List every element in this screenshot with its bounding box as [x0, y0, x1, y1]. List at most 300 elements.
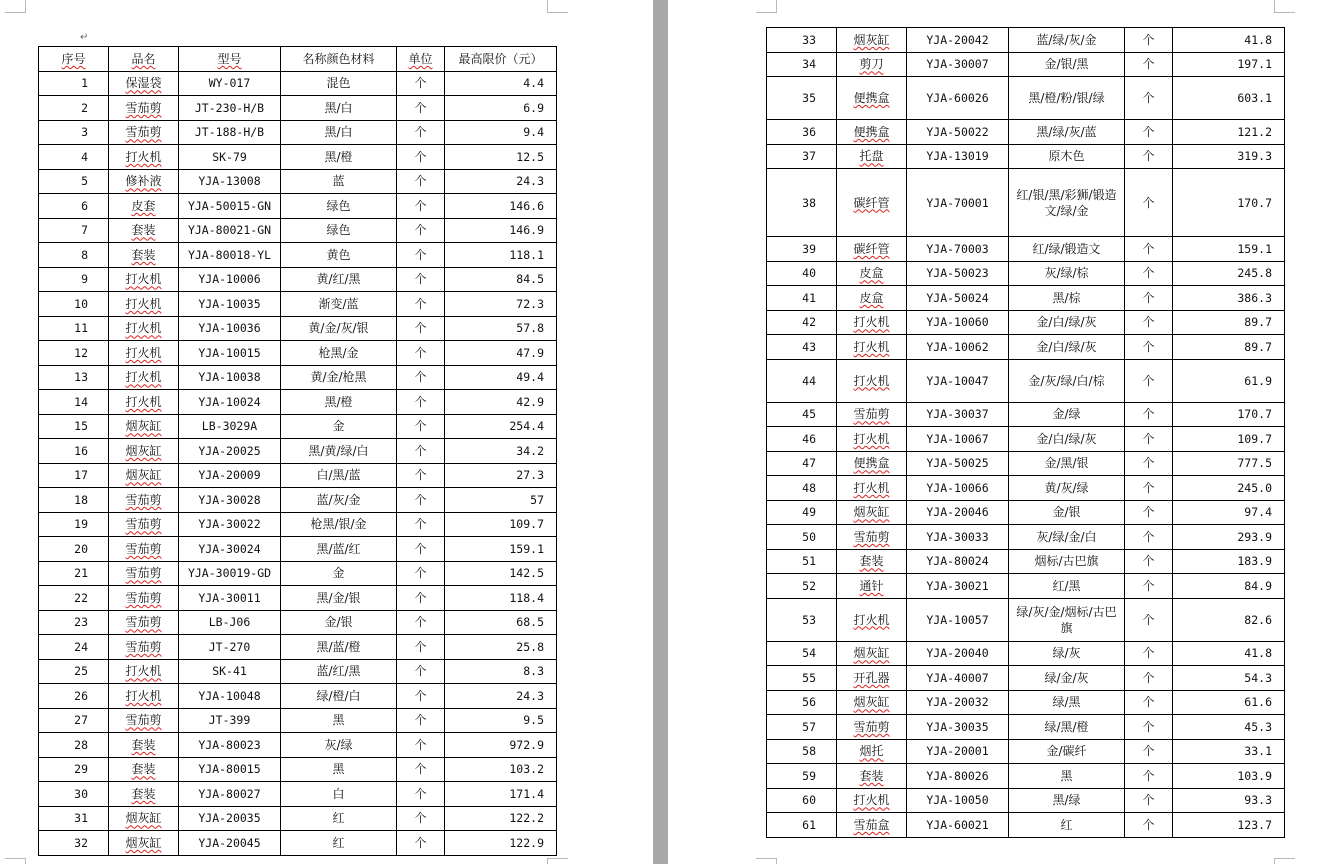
index-cell [767, 739, 837, 764]
max-price-cell [1173, 451, 1285, 476]
unit-cell [1125, 666, 1173, 691]
max-price-cell [445, 194, 557, 219]
product-name-text: 雪茄剪 [125, 639, 162, 654]
color-material-cell [1009, 476, 1125, 501]
table-row [767, 666, 1285, 691]
unit-text: 个 [1142, 612, 1155, 627]
color-material-text: 白 [332, 786, 345, 801]
product-name-cell [837, 549, 907, 574]
color-material-cell [281, 267, 397, 292]
max-price-text: 386.3 [1237, 290, 1272, 305]
max-price-cell [445, 316, 557, 341]
color-material-cell [281, 96, 397, 121]
index-cell [39, 806, 109, 831]
unit-text: 个 [414, 737, 427, 752]
max-price-text: 84.9 [1244, 578, 1272, 593]
index-cell [39, 635, 109, 660]
model-cell [179, 806, 281, 831]
model-cell [907, 525, 1009, 550]
color-material-cell [1009, 549, 1125, 574]
table-row [39, 316, 557, 341]
model-text: YJA-50023 [926, 266, 989, 281]
unit-cell [397, 145, 445, 170]
index-cell [767, 28, 837, 53]
max-price-cell [445, 267, 557, 292]
product-name-cell [109, 463, 179, 488]
header-label: 品名 [131, 51, 156, 66]
product-name-cell [109, 316, 179, 341]
table-row [39, 439, 557, 464]
color-material-text: 烟标/古巴旗 [1034, 554, 1099, 569]
product-name-text: 雪茄剪 [125, 100, 162, 115]
product-name-cell [109, 831, 179, 856]
product-name-cell [109, 390, 179, 415]
max-price-cell [445, 733, 557, 758]
product-name-text: 套装 [859, 768, 884, 783]
max-price-text: 146.6 [509, 198, 544, 213]
color-material-text: 白/黑/蓝 [316, 468, 361, 483]
product-name-cell [837, 641, 907, 666]
max-price-text: 24.3 [516, 688, 544, 703]
product-name-cell [837, 261, 907, 286]
unit-text: 个 [414, 590, 427, 605]
max-price-text: 4.4 [523, 76, 544, 91]
model-text: YJA-10006 [198, 272, 261, 287]
product-name-cell [837, 813, 907, 838]
max-price-text: 49.4 [516, 370, 544, 385]
unit-cell [397, 684, 445, 709]
max-price-cell [1173, 28, 1285, 53]
index-cell [767, 764, 837, 789]
max-price-cell [445, 71, 557, 96]
color-material-cell [1009, 427, 1125, 452]
max-price-cell [445, 831, 557, 856]
unit-cell [397, 488, 445, 513]
color-material-text: 混色 [326, 76, 351, 91]
max-price-cell [445, 365, 557, 390]
model-text: YJA-13019 [926, 149, 989, 164]
unit-cell [397, 610, 445, 635]
max-price-text: 972.9 [509, 737, 544, 752]
index-text: 12 [74, 345, 88, 360]
max-price-cell [445, 684, 557, 709]
color-material-text: 蓝/绿/灰/金 [1036, 32, 1097, 47]
index-text: 48 [802, 480, 816, 495]
product-name-text: 碳纤管 [853, 241, 890, 256]
unit-text: 个 [1142, 719, 1155, 734]
product-name-cell [109, 96, 179, 121]
unit-text: 个 [414, 835, 427, 850]
product-name-cell [109, 243, 179, 268]
index-cell [39, 120, 109, 145]
unit-cell [397, 267, 445, 292]
unit-text: 个 [414, 100, 427, 115]
unit-text: 个 [1142, 290, 1155, 305]
unit-cell [397, 243, 445, 268]
color-material-text: 红/银/黑/彩狮/锻造文/绿/金 [1016, 187, 1117, 218]
index-cell [39, 292, 109, 317]
product-name-cell [109, 635, 179, 660]
color-material-cell [281, 194, 397, 219]
max-price-text: 89.7 [1244, 339, 1272, 354]
product-name-cell [109, 586, 179, 611]
unit-text: 个 [1142, 266, 1155, 281]
index-text: 28 [74, 737, 88, 752]
table-row [767, 641, 1285, 666]
table-row [767, 261, 1285, 286]
color-material-text: 红/黑 [1052, 578, 1081, 593]
max-price-text: 319.3 [1237, 149, 1272, 164]
product-name-text: 打火机 [853, 373, 890, 388]
table-row [39, 414, 557, 439]
color-material-text: 红 [332, 835, 345, 850]
max-price-text: 142.5 [509, 566, 544, 581]
product-name-text: 雪茄剪 [125, 615, 162, 630]
model-text: YJA-30022 [198, 517, 261, 532]
product-name-text: 雪茄剪 [125, 566, 162, 581]
model-text: YJA-60026 [926, 91, 989, 105]
color-material-text: 金/银 [324, 615, 353, 630]
max-price-cell [445, 292, 557, 317]
product-name-cell [837, 286, 907, 311]
max-price-text: 68.5 [516, 615, 544, 630]
product-name-cell [837, 120, 907, 145]
product-name-cell [837, 359, 907, 402]
index-cell [39, 439, 109, 464]
color-material-cell [1009, 788, 1125, 813]
max-price-text: 245.0 [1237, 480, 1272, 495]
index-text: 25 [74, 664, 88, 679]
product-name-cell [837, 427, 907, 452]
product-name-cell [837, 574, 907, 599]
index-text: 32 [74, 835, 88, 850]
model-cell [907, 476, 1009, 501]
max-price-text: 9.4 [523, 125, 544, 140]
table-row [39, 243, 557, 268]
color-material-cell [281, 659, 397, 684]
color-material-text: 绿/橙/白 [316, 688, 361, 703]
model-text: YJA-10066 [926, 480, 989, 495]
index-text: 14 [74, 394, 88, 409]
index-cell [767, 52, 837, 77]
color-material-cell [1009, 598, 1125, 641]
page-corner-mark [756, 858, 777, 864]
model-cell [179, 488, 281, 513]
product-name-text: 套装 [131, 247, 156, 262]
color-material-text: 黑/蓝/红 [316, 541, 361, 556]
max-price-cell [445, 561, 557, 586]
max-price-cell [1173, 169, 1285, 237]
color-material-cell [1009, 402, 1125, 427]
product-name-text: 雪茄盒 [853, 817, 890, 832]
model-text: SK-41 [212, 664, 247, 679]
index-text: 26 [74, 688, 88, 703]
product-name-text: 打火机 [125, 272, 162, 287]
color-material-text: 红/绿/锻造文 [1032, 241, 1101, 256]
max-price-cell [1173, 813, 1285, 838]
unit-cell [1125, 402, 1173, 427]
max-price-cell [1173, 549, 1285, 574]
color-material-cell [281, 463, 397, 488]
product-name-text: 打火机 [125, 664, 162, 679]
model-text: LB-J06 [208, 615, 251, 630]
unit-text: 个 [1142, 646, 1155, 661]
color-material-cell [281, 218, 397, 243]
unit-text: 个 [1142, 793, 1155, 808]
max-price-text: 103.2 [509, 762, 544, 777]
unit-text: 个 [414, 321, 427, 336]
model-text: YJA-80018-YL [187, 247, 272, 262]
color-material-cell [281, 488, 397, 513]
product-name-text: 雪茄剪 [853, 529, 890, 544]
color-material-text: 黑/白 [324, 125, 353, 140]
table-row [39, 757, 557, 782]
index-cell [767, 286, 837, 311]
color-material-cell [1009, 144, 1125, 169]
max-price-text: 197.1 [1237, 57, 1272, 72]
product-name-text: 雪茄剪 [853, 407, 890, 422]
product-name-cell [837, 77, 907, 120]
model-cell [907, 690, 1009, 715]
color-material-text: 蓝/红/黑 [316, 664, 361, 679]
table-row [767, 764, 1285, 789]
page-corner-mark [547, 858, 568, 864]
product-name-cell [109, 561, 179, 586]
product-name-cell [109, 365, 179, 390]
page-corner-mark [1274, 0, 1295, 13]
table-row [39, 831, 557, 856]
color-material-text: 原木色 [1048, 149, 1085, 164]
product-name-text: 烟灰缸 [853, 32, 890, 47]
model-text: YJA-30021 [926, 578, 989, 593]
table-row [767, 120, 1285, 145]
color-material-text: 绿/黑 [1052, 695, 1081, 710]
product-name-text: 剪刀 [859, 57, 884, 72]
max-price-cell [1173, 574, 1285, 599]
unit-cell [1125, 500, 1173, 525]
max-price-cell [1173, 739, 1285, 764]
color-material-cell [281, 561, 397, 586]
max-price-cell [445, 782, 557, 807]
model-text: YJA-10024 [198, 394, 261, 409]
max-price-cell [1173, 77, 1285, 120]
product-name-text: 打火机 [125, 394, 162, 409]
color-material-text: 金/碳纤 [1046, 744, 1087, 759]
table-row [39, 145, 557, 170]
product-name-text: 套装 [131, 737, 156, 752]
model-cell [179, 96, 281, 121]
table-row [39, 561, 557, 586]
index-text: 24 [74, 639, 88, 654]
header-cell [445, 47, 557, 72]
index-text: 16 [74, 443, 88, 458]
model-cell [907, 813, 1009, 838]
max-price-text: 159.1 [509, 541, 544, 556]
product-name-text: 烟托 [859, 744, 884, 759]
product-name-text: 雪茄剪 [125, 125, 162, 140]
product-name-cell [109, 71, 179, 96]
unit-text: 个 [1142, 817, 1155, 832]
color-material-cell [1009, 310, 1125, 335]
product-name-cell [837, 739, 907, 764]
product-name-cell [837, 402, 907, 427]
max-price-text: 146.9 [509, 223, 544, 238]
color-material-cell [1009, 739, 1125, 764]
unit-cell [397, 512, 445, 537]
table-row [39, 292, 557, 317]
product-name-text: 打火机 [853, 315, 890, 330]
unit-cell [397, 659, 445, 684]
max-price-text: 33.1 [1244, 744, 1272, 759]
unit-cell [1125, 813, 1173, 838]
table-row [39, 169, 557, 194]
product-name-cell [109, 708, 179, 733]
model-text: YJA-30035 [926, 719, 989, 734]
product-name-cell [109, 414, 179, 439]
index-text: 40 [802, 266, 816, 281]
index-text: 10 [74, 296, 88, 311]
color-material-text: 金/银/黑 [1044, 57, 1089, 72]
max-price-text: 170.7 [1237, 407, 1272, 422]
index-text: 58 [802, 744, 816, 759]
index-cell [39, 757, 109, 782]
unit-text: 个 [414, 443, 427, 458]
index-text: 59 [802, 768, 816, 783]
unit-text: 个 [414, 198, 427, 213]
model-cell [907, 261, 1009, 286]
index-cell [39, 194, 109, 219]
model-cell [907, 641, 1009, 666]
model-cell [179, 757, 281, 782]
unit-cell [1125, 237, 1173, 262]
color-material-text: 黑/黄/绿/白 [308, 443, 369, 458]
index-text: 6 [81, 198, 88, 213]
product-name-cell [837, 525, 907, 550]
index-cell [39, 218, 109, 243]
product-name-cell [109, 537, 179, 562]
table-row [767, 598, 1285, 641]
model-text: YJA-20046 [926, 505, 989, 520]
index-cell [767, 77, 837, 120]
max-price-text: 170.7 [1237, 195, 1272, 210]
model-text: YJA-10038 [198, 370, 261, 385]
index-text: 36 [802, 124, 816, 139]
color-material-text: 金/黑/银 [1044, 456, 1089, 471]
unit-text: 个 [1142, 91, 1155, 105]
unit-text: 个 [414, 394, 427, 409]
index-text: 29 [74, 762, 88, 777]
unit-text: 个 [1142, 339, 1155, 354]
model-text: YJA-13008 [198, 174, 261, 189]
table-row [767, 52, 1285, 77]
model-text: YJA-10047 [926, 373, 989, 388]
product-name-text: 皮盒 [859, 266, 884, 281]
table-row [39, 708, 557, 733]
color-material-text: 黄/红/黑 [316, 272, 361, 287]
index-cell [767, 788, 837, 813]
unit-text: 个 [414, 811, 427, 826]
index-cell [39, 341, 109, 366]
model-text: YJA-50024 [926, 290, 989, 305]
max-price-text: 24.3 [516, 174, 544, 189]
index-cell [39, 390, 109, 415]
unit-cell [1125, 476, 1173, 501]
max-price-text: 118.1 [509, 247, 544, 262]
max-price-text: 123.7 [1237, 817, 1272, 832]
product-name-text: 打火机 [125, 345, 162, 360]
unit-text: 个 [414, 419, 427, 434]
product-name-cell [109, 757, 179, 782]
color-material-cell [1009, 261, 1125, 286]
product-name-text: 套装 [859, 554, 884, 569]
color-material-cell [1009, 666, 1125, 691]
color-material-text: 金/银 [1052, 505, 1081, 520]
model-text: JT-230-H/B [194, 100, 265, 115]
unit-cell [397, 120, 445, 145]
model-cell [179, 463, 281, 488]
table-row [39, 684, 557, 709]
product-name-text: 皮套 [131, 198, 156, 213]
product-name-cell [837, 666, 907, 691]
max-price-text: 82.6 [1244, 612, 1272, 627]
unit-text: 个 [1142, 505, 1155, 520]
model-cell [179, 782, 281, 807]
max-price-text: 122.9 [509, 835, 544, 850]
unit-text: 个 [414, 566, 427, 581]
color-material-text: 绿/金/灰 [1044, 670, 1089, 685]
table-row [767, 286, 1285, 311]
product-name-text: 打火机 [125, 149, 162, 164]
color-material-cell [281, 831, 397, 856]
table-row [39, 463, 557, 488]
max-price-cell [1173, 402, 1285, 427]
model-text: WY-017 [208, 76, 251, 91]
unit-text: 个 [1142, 480, 1155, 495]
product-name-text: 烟灰缸 [125, 468, 162, 483]
unit-text: 个 [1142, 124, 1155, 139]
unit-text: 个 [1142, 744, 1155, 759]
model-text: YJA-20025 [198, 443, 261, 458]
model-cell [907, 427, 1009, 452]
max-price-cell [445, 341, 557, 366]
model-text: JT-399 [208, 713, 251, 728]
model-text: SK-79 [212, 149, 247, 164]
max-price-text: 34.2 [516, 443, 544, 458]
index-cell [767, 169, 837, 237]
model-text: YJA-70003 [926, 241, 989, 256]
color-material-cell [1009, 237, 1125, 262]
product-name-cell [837, 237, 907, 262]
product-name-cell [837, 310, 907, 335]
model-cell [179, 71, 281, 96]
index-text: 7 [81, 223, 88, 238]
max-price-text: 121.2 [1237, 124, 1272, 139]
unit-cell [397, 292, 445, 317]
product-name-cell [109, 782, 179, 807]
max-price-text: 41.8 [1244, 646, 1272, 661]
unit-cell [1125, 739, 1173, 764]
unit-cell [397, 169, 445, 194]
table-header-row [39, 47, 557, 72]
model-text: YJA-50015-GN [187, 198, 272, 213]
model-text: LB-3029A [201, 419, 258, 434]
max-price-text: 159.1 [1237, 241, 1272, 256]
product-name-cell [109, 512, 179, 537]
unit-text: 个 [1142, 578, 1155, 593]
index-cell [767, 120, 837, 145]
index-text: 27 [74, 713, 88, 728]
product-name-text: 雪茄剪 [125, 517, 162, 532]
